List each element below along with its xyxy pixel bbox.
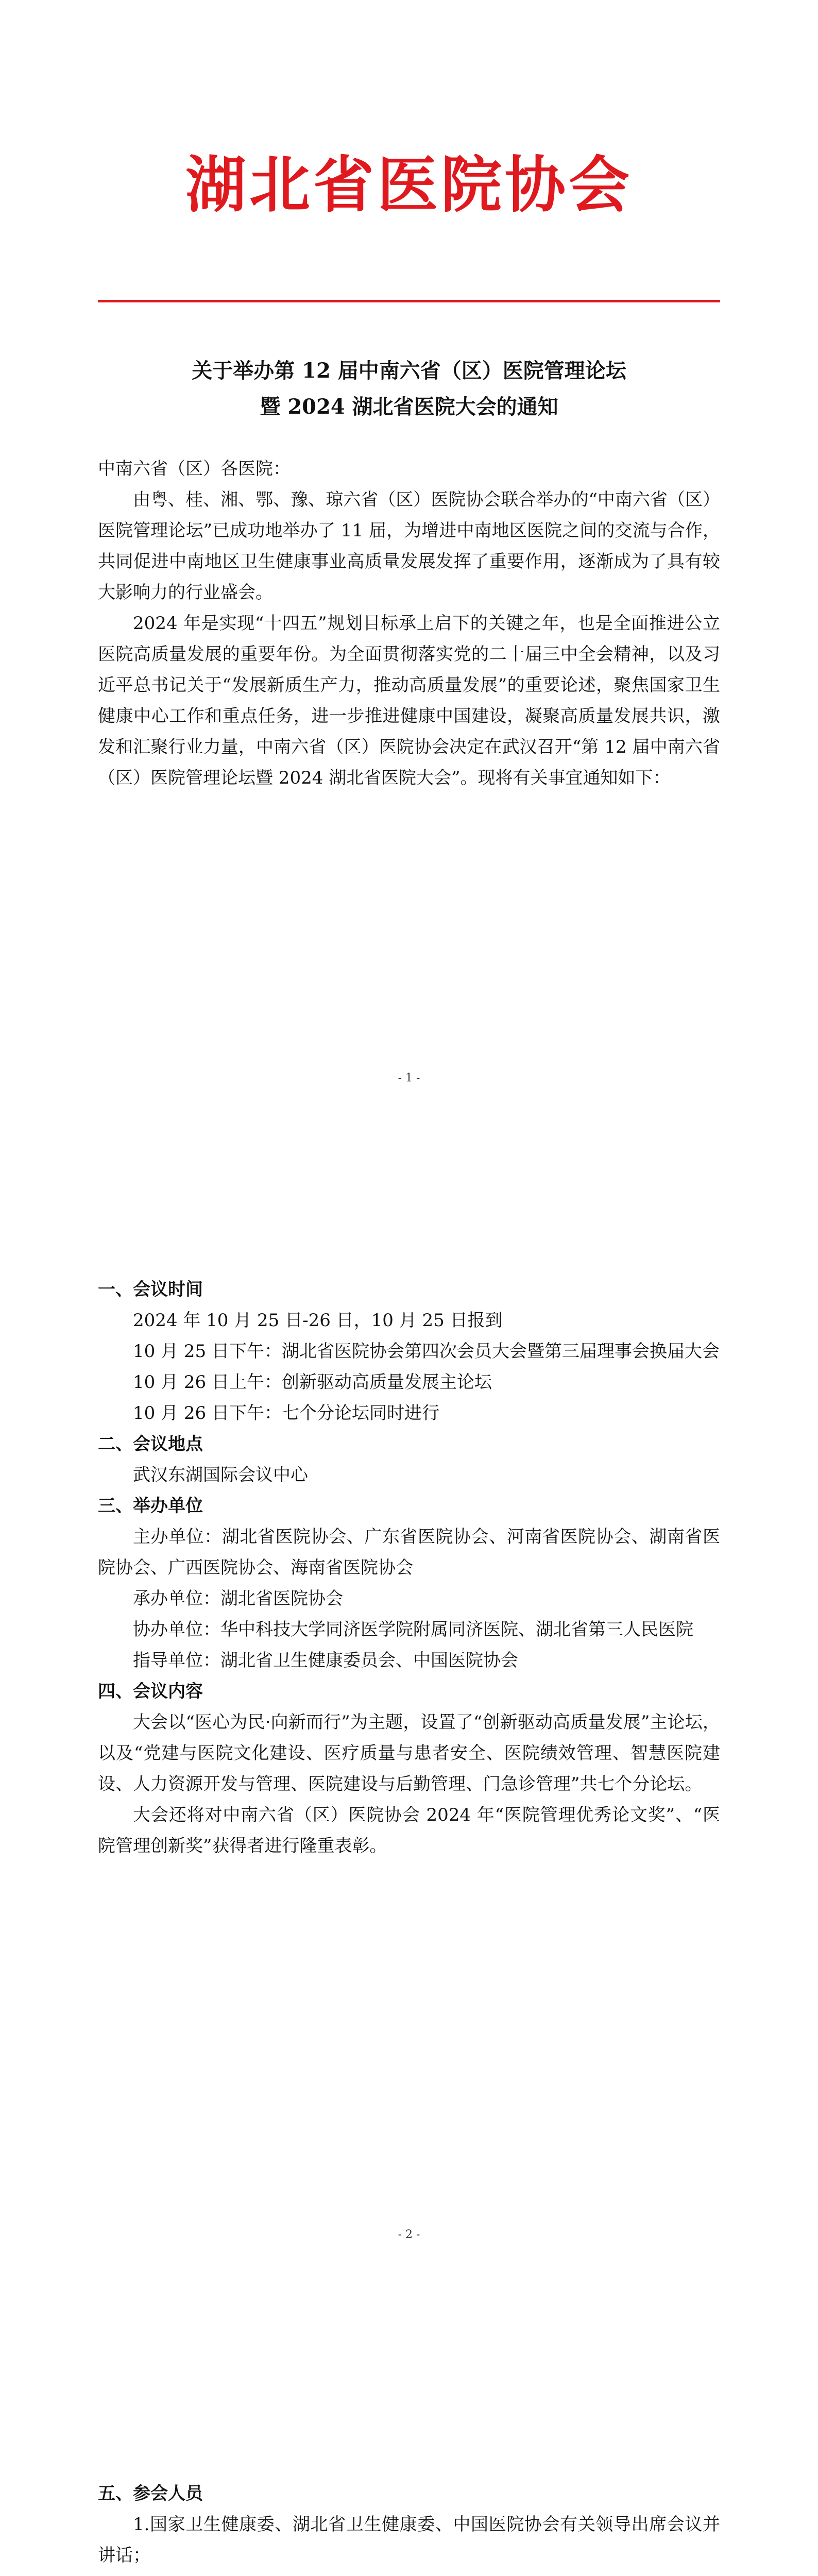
section-5-line-1: 1.国家卫生健康委、湖北省卫生健康委、中国医院协会有关领导出席会议并讲话； <box>98 2514 720 2566</box>
section-1-line-3: 10 月 26 日上午：创新驱动高质量发展主论坛 <box>133 1372 492 1393</box>
page-number-1: - 1 - <box>398 1072 420 1084</box>
masthead-title: 湖北省医院协会 <box>185 149 633 221</box>
section-3-heading: 三、举办单位 <box>98 1496 203 1516</box>
intro-section <box>98 453 720 793</box>
section-3-line-4: 指导单位：湖北省卫生健康委员会、中国医院协会 <box>133 1650 518 1671</box>
section-1-heading: 一、会议时间 <box>98 1279 203 1300</box>
section-1-line-4: 10 月 26 日下午：七个分论坛同时进行 <box>133 1403 439 1423</box>
intro-paragraph-2: 2024 年是实现“十四五”规划目标承上启下的关键之年，也是全面推进公立医院高质量发展的重要年份。为全面贯彻落实党的二十届三中全会精神，以及习近平总书记关于“发展新质生产力，推动高质量发展”的重要论述，聚焦国家卫生健康中心工作和重点任务，进一步推进健康中国建设，凝聚高质量发展共识，激发和汇聚行业力量，中南六省（区）医院协会决定在武汉召开“第 12 届中南六省（区）医院管理论坛暨 2024 湖北省医院大会”。现将有关事宜通知如下： <box>98 613 720 788</box>
salutation: 中南六省（区）各医院： <box>98 459 291 479</box>
section-2-heading: 二、会议地点 <box>98 1434 203 1454</box>
section-5-line-2 <box>98 2571 720 2576</box>
section-3-line-3: 协办单位：华中科技大学同济医学院附属同济医院、湖北省第三人民医院 <box>133 1619 693 1640</box>
document-title <box>98 353 720 425</box>
section-5-heading: 五、参会人员 <box>98 2483 203 2504</box>
section-4-line-2: 大会还将对中南六省（区）医院协会 2024 年“医院管理优秀论文奖”、“医院管理创新奖”获得者进行隆重表彰。 <box>98 1805 720 1856</box>
page-2 <box>0 1157 818 2313</box>
section-1-line-2: 10 月 25 日下午：湖北省医院协会第四次会员大会暨第三届理事会换届大会 <box>133 1341 720 1362</box>
sections-5-to-7 <box>98 2478 720 2576</box>
section-3-line-1: 主办单位：湖北省医院协会、广东省医院协会、河南省医院协会、湖南省医院协会、广西医院协会、海南省医院协会 <box>98 1527 720 1578</box>
section-3-line-2: 承办单位：湖北省医院协会 <box>133 1588 343 1609</box>
section-2-line-1: 武汉东湖国际会议中心 <box>133 1465 308 1485</box>
document-title-line-1: 关于举办第 12 届中南六省（区）医院管理论坛 <box>192 359 626 383</box>
page-1 <box>0 0 818 1157</box>
masthead-red-rule <box>98 300 720 302</box>
document-title-line-2: 暨 2024 湖北省医院大会的通知 <box>260 395 558 419</box>
page-3 <box>0 2313 818 2576</box>
intro-paragraph-1: 由粤、桂、湘、鄂、豫、琼六省（区）医院协会联合举办的“中南六省（区）医院管理论坛”已成功地举办了 11 届，为增进中南地区医院之间的交流与合作，共同促进中南地区卫生健康事业高质量发展发挥了重要作用，逐渐成为了具有较大影响力的行业盛会。 <box>98 489 720 603</box>
sections-1-to-4 <box>98 1274 720 1861</box>
section-4-heading: 四、会议内容 <box>98 1681 203 1702</box>
page-number-2: - 2 - <box>398 2228 420 2241</box>
section-4-line-1: 大会以“医心为民·向新而行”为主题，设置了“创新驱动高质量发展”主论坛，以及“党建与医院文化建设、医疗质量与患者安全、医院绩效管理、智慧医院建设、人力资源开发与管理、医院建设与后勤管理、门急诊管理”共七个分论坛。 <box>98 1712 720 1794</box>
section-1-line-1: 2024 年 10 月 25 日-26 日，10 月 25 日报到 <box>133 1310 503 1331</box>
